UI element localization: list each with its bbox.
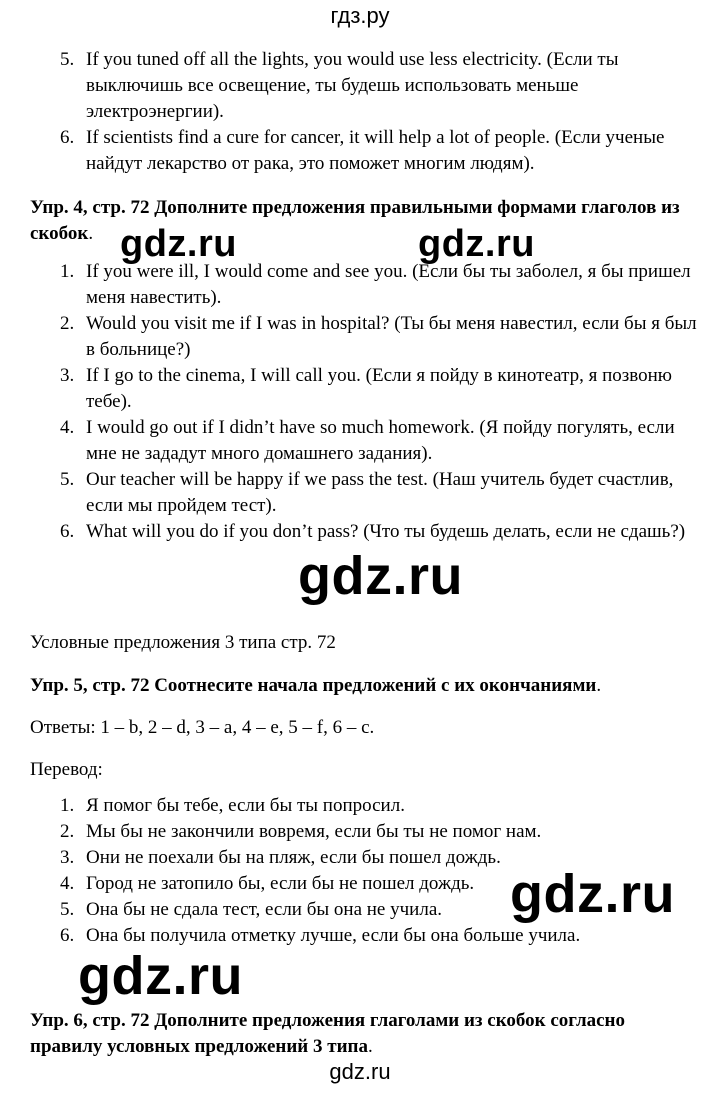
list-item (60, 819, 700, 845)
watermark-text: gdz.ru (418, 223, 535, 265)
item-text: What will you do if you don’t pass? (Что ты будешь делать, если не сдашь?) (86, 521, 686, 542)
site-footer: gdz.ru (329, 1059, 391, 1084)
item-number: 1. (60, 795, 75, 816)
item-text: Город не затопило бы, если бы не пошел дождь. (86, 873, 475, 894)
list-item (60, 467, 700, 519)
item-text: I would go out if I didn’t have so much homework. (Я пойду погулять, если мне не зададут много домашнего задания). (86, 417, 675, 464)
item-number: 4. (60, 417, 75, 438)
list-item (60, 47, 700, 125)
item-number: 3. (60, 365, 75, 386)
exercise-4-heading: Упр. 4, стр. 72 Дополните предложения правильными формами глаголов из скобок. (30, 197, 680, 244)
item-number: 5. (60, 899, 75, 920)
item-text: Они не поехали бы на пляж, если бы пошел дождь. (86, 847, 501, 868)
item-number: 4. (60, 873, 75, 894)
item-text: If I go to the cinema, I will call you. (Если я пойду в кинотеатр, я позвоню тебе). (86, 365, 672, 412)
item-number: 2. (60, 821, 75, 842)
list-item (60, 363, 700, 415)
section-title: Условные предложения 3 типа стр. 72 (30, 632, 336, 653)
exercise-5-heading: Упр. 5, стр. 72 Соотнесите начала предложений с их окончаниями. (30, 675, 602, 696)
exercise-6-heading: Упр. 6, стр. 72 Дополните предложения глаголами из скобок согласно правилу условных предложений 3 типа. (30, 1010, 626, 1057)
exercise-4-list (60, 259, 700, 545)
translation-label: Перевод: (30, 759, 103, 780)
item-text: Our teacher will be happy if we pass the test. (Наш учитель будет счастлив, если мы пройдем тест). (86, 469, 674, 516)
exercise-5-heading-text: Упр. 5, стр. 72 Соотнесите начала предложений с их окончаниями (30, 675, 597, 696)
list-item (60, 415, 700, 467)
item-number: 5. (60, 49, 75, 70)
item-number: 6. (60, 925, 75, 946)
list-item (60, 793, 700, 819)
list-item (60, 311, 700, 363)
item-text: Она бы не сдала тест, если бы она не учила. (86, 899, 442, 920)
exercise-4-heading-text: Упр. 4, стр. 72 Дополните предложения правильными формами глаголов из скобок (30, 197, 680, 244)
list-top (60, 47, 700, 177)
item-text: Я помог бы тебе, если бы ты попросил. (86, 795, 405, 816)
item-number: 5. (60, 469, 75, 490)
answers-line: Ответы: 1 – b, 2 – d, 3 – a, 4 – e, 5 – f, 6 – c. (30, 717, 375, 738)
watermark-text: gdz.ru (120, 223, 237, 265)
item-number: 2. (60, 313, 75, 334)
item-number: 6. (60, 521, 75, 542)
item-number: 1. (60, 261, 75, 282)
watermark-text: gdz.ru (510, 864, 675, 924)
list-item (60, 519, 700, 545)
site-header: гдз.ру (330, 3, 390, 28)
watermark-text: gdz.ru (298, 546, 463, 606)
item-text: If you tuned off all the lights, you would use less electricity. (Если ты выключишь все освещение, ты будешь использовать меньше электроэнергии). (86, 49, 619, 122)
watermark-text: gdz.ru (78, 946, 243, 1006)
item-text: If you were ill, I would come and see you. (Если бы ты заболел, я бы пришел меня навестить). (86, 261, 691, 308)
item-text: Она бы получила отметку лучше, если бы она больше учила. (86, 925, 581, 946)
list-item (60, 125, 700, 177)
item-number: 6. (60, 127, 75, 148)
item-text: Would you visit me if I was in hospital? (Ты бы меня навестил, если бы я был в больнице?) (86, 313, 697, 360)
item-text: If scientists find a cure for cancer, it will help a lot of people. (Если ученые найдут лекарство от рака, это поможет многим людям). (86, 127, 665, 174)
list-item (60, 259, 700, 311)
item-text: Мы бы не закончили вовремя, если бы ты не помог нам. (86, 821, 542, 842)
item-number: 3. (60, 847, 75, 868)
exercise-6-heading-text: Упр. 6, стр. 72 Дополните предложения глаголами из скобок согласно правилу условных предложений 3 типа (30, 1010, 626, 1057)
